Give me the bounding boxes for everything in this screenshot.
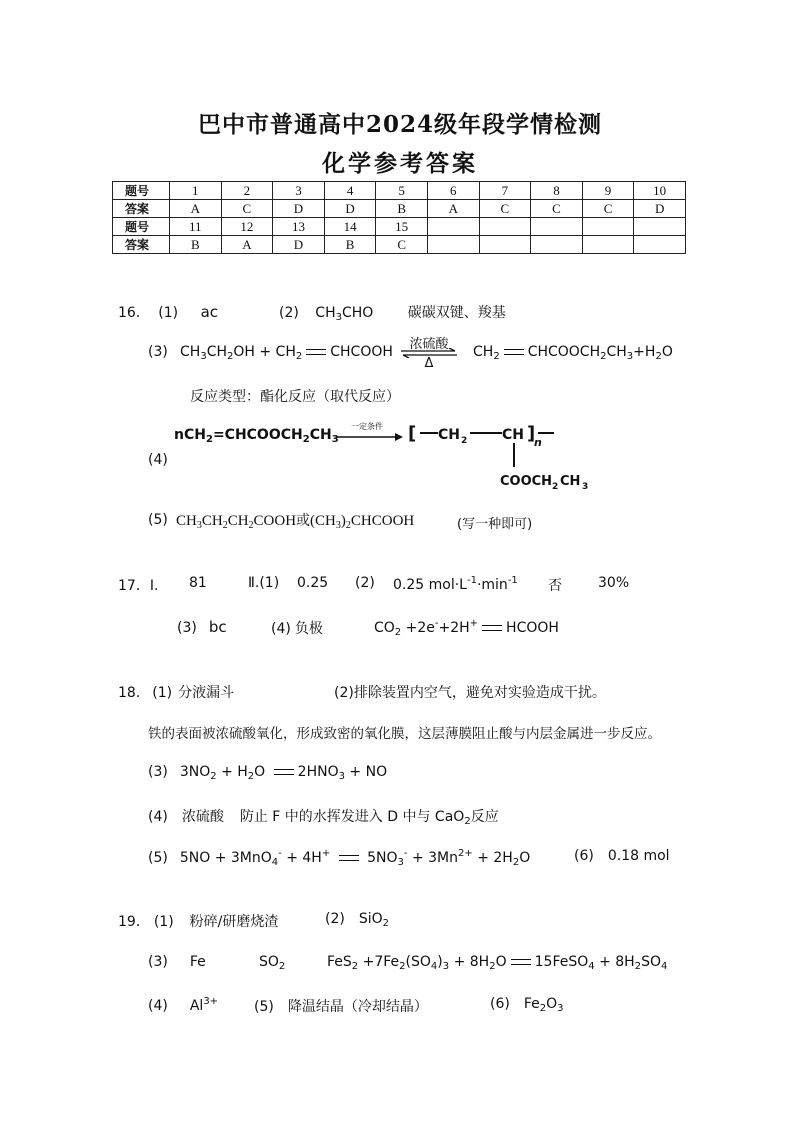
q16-part2-formula: $CH_3CHO$: [315, 305, 374, 323]
svg-text:n: n: [534, 436, 542, 449]
svg-text:2: 2: [552, 482, 559, 492]
answer-table: [112, 181, 686, 254]
q19-part3-equation: $FeS_2 +7Fe_2(SO_4)_3 + 8H_2O$ 15FeSO$_4$ + $8H_2SO_4$: [327, 954, 668, 972]
table-cell: B: [324, 236, 376, 254]
svg-text:2: 2: [461, 436, 468, 446]
table-row: [113, 200, 686, 218]
q18-part1-label: (1): [152, 685, 173, 701]
q17-part2-exp2: -1: [507, 575, 518, 586]
q17-part3-label: (3): [177, 620, 197, 636]
q19-part3-answer-b: SO: [259, 954, 279, 970]
q16-part4-label: (4): [148, 452, 168, 468]
q17-part2-b: 否: [548, 578, 562, 594]
svg-text:]: ]: [527, 423, 536, 444]
q19-part2-label: (2): [325, 911, 345, 927]
table-cell: 1: [170, 182, 222, 200]
q18-part4-label: (4): [148, 809, 168, 825]
q18-part6-label: (6): [574, 848, 594, 864]
table-cell: 14: [324, 218, 376, 236]
table-cell: 2: [221, 182, 273, 200]
q18-part4: (4) 浓硫酸 防止 F 中的水挥发进入 D 中与 CaO$_2$反应: [148, 809, 499, 827]
q19-part6-answer: Fe: [523, 996, 540, 1012]
q16-products: $CH_2$ $CHCOOCH_2CH_3+H_2O$: [473, 344, 673, 362]
svg-text:COOCH: COOCH: [500, 474, 553, 489]
q17-part2-rate: 0.25 mol·L: [393, 577, 467, 593]
q18-part5: [148, 848, 530, 868]
table-cell: D: [273, 236, 325, 254]
q19-part3-answer-a: Fe: [189, 954, 206, 970]
q18-line1: [118, 682, 234, 702]
q18-part6-answer: 0.18 mol: [607, 848, 670, 864]
q18-line1b: [334, 682, 606, 702]
q19-part5-answer: 降温结晶（冷却结晶）: [287, 999, 428, 1015]
table-cell: 7: [479, 182, 531, 200]
svg-text:CH: CH: [502, 427, 524, 443]
table-cell: A: [170, 200, 222, 218]
q17-part1-answer: 0.25: [297, 575, 329, 591]
q18-part6: [574, 848, 670, 864]
table-cell: [531, 236, 583, 254]
q16-part5-label: (5): [148, 512, 168, 528]
svg-text:CH: CH: [560, 474, 581, 489]
table-cell: C: [531, 200, 583, 218]
table-cell: 12: [221, 218, 273, 236]
table-cell: C: [221, 200, 273, 218]
table-cell: D: [273, 200, 325, 218]
q18-part1-answer: 分液漏斗: [178, 685, 235, 701]
table-header-cell: 题号: [113, 182, 170, 200]
table-cell: [634, 236, 686, 254]
table-cell: [531, 218, 583, 236]
table-cell: 11: [170, 218, 222, 236]
q18-part4-answer-a: 浓硫酸: [181, 809, 224, 825]
q17-part4: [271, 618, 323, 638]
table-cell: 13: [273, 218, 325, 236]
table-cell: 6: [427, 182, 479, 200]
svg-text:3: 3: [582, 482, 589, 492]
q19-part4-answer: Al: [189, 998, 204, 1014]
q16-part3-label: (3): [148, 344, 168, 360]
q18-part4-answer-b: 防止 F 中的水挥发进入 D 中与 CaO: [239, 809, 465, 825]
table-cell: [479, 236, 531, 254]
table-cell: B: [376, 200, 428, 218]
table-header-cell: 答案: [113, 236, 170, 254]
table-cell: B: [170, 236, 222, 254]
q17-number: 17．Ⅰ.: [118, 578, 159, 594]
table-cell: [427, 218, 479, 236]
q16-part2-label: (2): [279, 305, 299, 321]
q16-part5-answer: $CH_3CH_2CH_2COOH$或$(CH_3)_2CHCOOH$: [176, 513, 415, 531]
q19-part5: [254, 996, 428, 1016]
q17-part2-label: (2): [355, 575, 375, 591]
table-cell: A: [221, 236, 273, 254]
q18-explanation: 铁的表面被浓硫酸氧化，形成致密的氧化膜，这层薄膜阻止酸与内层金属进一步反应。: [148, 726, 661, 742]
table-cell: C: [376, 236, 428, 254]
q16-poly-condition: 一定条件: [351, 422, 383, 431]
q18-part2-answer: 排除装置内空气，避免对实验造成干扰。: [353, 685, 606, 701]
q17-part2-answer: [393, 575, 518, 593]
table-row: [113, 182, 686, 200]
q17-part4-label: (4): [271, 621, 291, 637]
q17-part3-answer: bc: [208, 618, 227, 636]
table-cell: 4: [324, 182, 376, 200]
q16-monomer: $nCH_2=CHCOOCH_2CH_3$: [174, 427, 339, 445]
table-cell: 3: [273, 182, 325, 200]
page-title: 巴中市普通高中2024级年段学情检测: [197, 111, 602, 138]
q17-part4-answer: 负极: [294, 621, 323, 637]
q16-part1-answer: ac: [200, 303, 219, 321]
table-cell: 9: [582, 182, 634, 200]
q17-part2-c: 30%: [598, 575, 630, 591]
q19-part3: [148, 954, 206, 970]
q17-ii-label: Ⅱ.(1): [248, 575, 280, 591]
table-cell: D: [324, 200, 376, 218]
q16-polymer-structure: [406, 419, 596, 499]
q18-part3-label: (3): [148, 764, 168, 780]
table-row: [113, 218, 686, 236]
table-cell: [427, 236, 479, 254]
q18-part3: [148, 764, 387, 782]
table-cell: [479, 218, 531, 236]
q17-i-answer: 81: [189, 575, 207, 591]
q19-part2-answer: SiO: [358, 911, 383, 927]
q19-part1-answer: 粉碎/研磨烧渣: [189, 914, 279, 930]
table-cell: 5: [376, 182, 428, 200]
q16-condition-bottom: Δ: [424, 356, 434, 371]
svg-text:[: [: [408, 423, 417, 444]
table-cell: D: [634, 200, 686, 218]
q18-part3-equation: $3NO_2 + H_2O$ $2HNO_3$ + NO: [179, 764, 388, 782]
table-cell: C: [479, 200, 531, 218]
q19-line1: [118, 911, 278, 931]
q19-number: 19．: [118, 914, 150, 930]
q17-part4-equation: $CO_2 +2e^-+2H^+$ HCOOH: [374, 618, 559, 638]
svg-text:CH: CH: [438, 427, 460, 443]
q16-reaction-type: 反应类型：酯化反应（取代反应）: [190, 389, 400, 405]
q16-line1: [118, 302, 218, 322]
table-cell: 15: [376, 218, 428, 236]
q17-part3: [177, 618, 227, 636]
q16-poly-arrow: [335, 432, 405, 442]
q16-part2-text: 碳碳双键、羧基: [407, 305, 506, 321]
table-header-cell: 题号: [113, 218, 170, 236]
table-cell: [582, 236, 634, 254]
q18-part5-equation: 5NO + 3MnO$_4$- + 4H+ $5NO_3^- + 3Mn^{2+} + 2H_2O$: [179, 848, 531, 868]
q19-part1-label: (1): [153, 914, 174, 930]
q18-part5-label: (5): [148, 850, 168, 866]
q19-part4: [148, 996, 218, 1014]
page-subtitle: 化学参考答案: [322, 150, 478, 177]
q16-number: 16．: [118, 305, 150, 321]
q19-part6-label: (6): [490, 996, 510, 1012]
q19-part3-label: (3): [148, 954, 168, 970]
table-cell: A: [427, 200, 479, 218]
q19-part2: (2) SiO$_2$: [325, 911, 390, 929]
q16-reactants: $CH_3CH_2OH + CH_2$ CHCOOH: [180, 344, 393, 362]
q19-part4-sup: 3+: [203, 996, 219, 1007]
q19-part6: (6) $Fe_2O_3$: [490, 996, 564, 1014]
q17-part2-min: ·min: [476, 577, 508, 593]
q19-part4-label: (4): [148, 998, 168, 1014]
q19-part5-label: (5): [254, 999, 274, 1015]
table-cell: [634, 218, 686, 236]
q16-part1-label: (1): [158, 305, 179, 321]
table-row: [113, 236, 686, 254]
table-cell: [582, 218, 634, 236]
q18-number: 18.: [118, 685, 141, 701]
q16-condition-top: 浓硫酸: [409, 337, 449, 352]
q16-part5-note: (写一种即可): [457, 517, 533, 532]
q16-line1b: [279, 302, 506, 323]
q18-part2-label: (2): [334, 685, 354, 701]
table-cell: C: [582, 200, 634, 218]
q19-part3-b: $SO_2$: [259, 954, 286, 972]
table-cell: 10: [634, 182, 686, 200]
q16-part5-or: 或: [296, 513, 311, 529]
table-header-cell: 答案: [113, 200, 170, 218]
table-cell: 8: [531, 182, 583, 200]
q18-part4-answer-b-end: 反应: [470, 809, 499, 825]
q17-part2-exp1: -1: [466, 575, 477, 586]
